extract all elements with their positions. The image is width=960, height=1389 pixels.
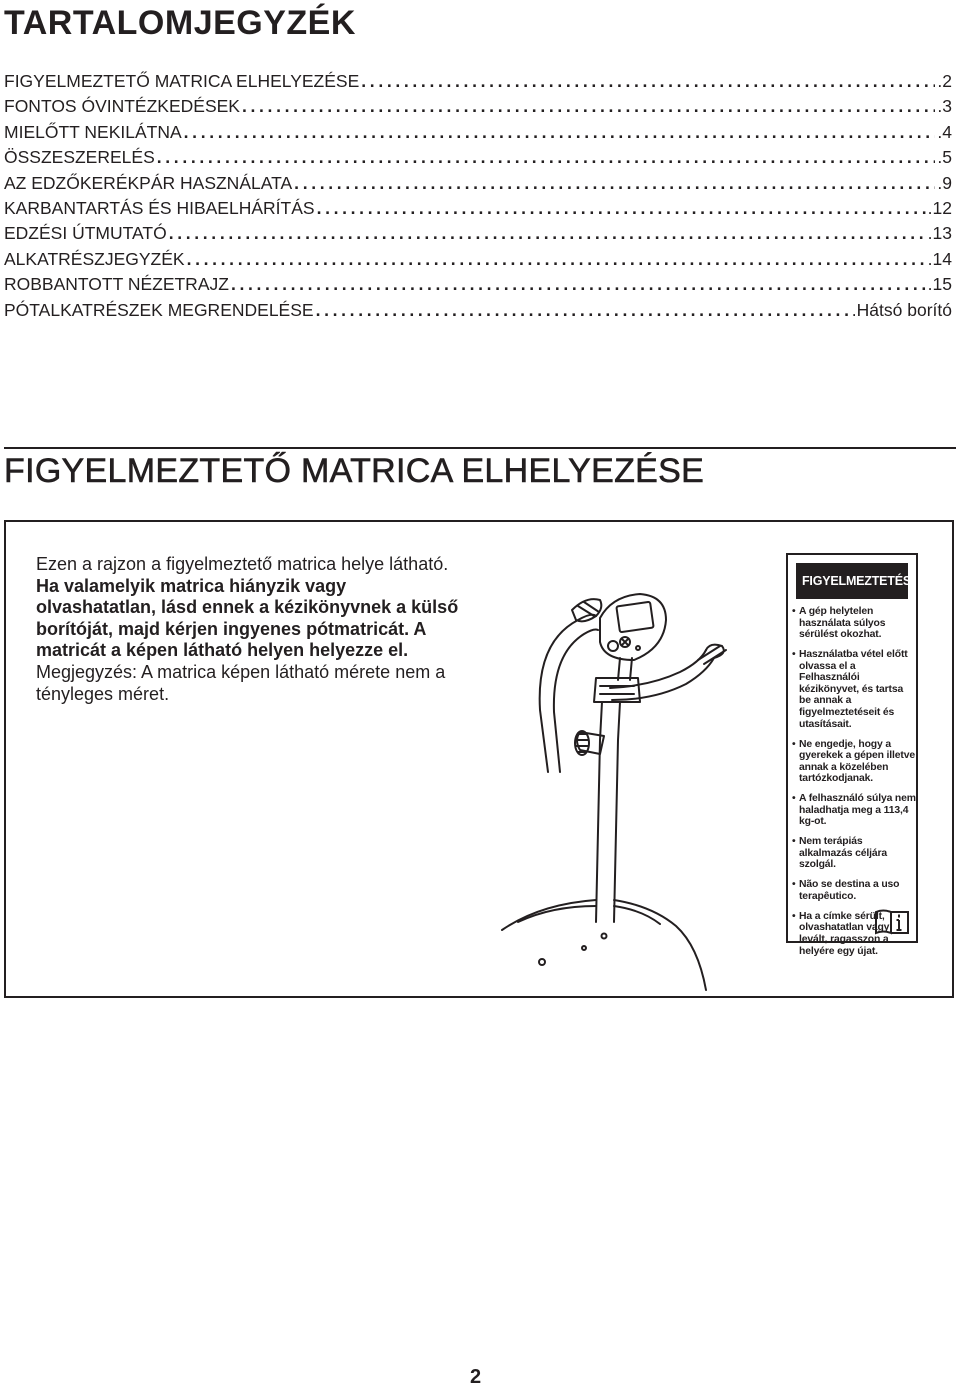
toc-leader [187,247,926,272]
toc-entry-page: .9 [937,172,952,193]
toc-entry-label: AZ EDZŐKERÉKPÁR HASZNÁLATA [4,172,293,193]
warning-label-header [796,563,912,599]
toc-title: TARTALOMJEGYZÉK [4,4,356,42]
toc-entry[interactable] [4,120,952,145]
toc-entry-label: KARBANTARTÁS ÉS HIBAELHÁRÍTÁS [4,197,315,218]
toc-leader [294,171,935,196]
warning-label [786,553,918,957]
toc-leader [242,94,935,119]
toc-entry-label: MIELŐTT NEKILÁTNA [4,121,182,142]
description-instruction: Ha valamelyik matrica hiányzik vagy olvashatatlan, lásd ennek a kézikönyvnek a külső borítóját, majd kérjen ingyenes pótmatricát. A matricát a képen látható helyen helyezze el. [36,575,459,661]
toc-leader [317,196,926,221]
toc-leader [169,221,926,246]
description-note: Megjegyzés: A matrica képen látható mérete nem a tényleges méret. [36,661,446,704]
section-description [36,554,466,705]
toc-list [4,69,952,323]
toc-leader [157,145,936,170]
toc-entry-page: .3 [937,96,952,117]
toc-entry[interactable] [4,69,952,94]
toc-entry-label: FIGYELMEZTETŐ MATRICA ELHELYEZÉSE [4,71,360,91]
toc-leader [361,69,935,94]
toc-entry-page: .14 [927,248,952,269]
toc-entry[interactable] [4,196,952,221]
warning-item: • A felhasználó súlya nem haladhatja meg a 113,4 kg-ot. [792,793,916,828]
toc-entry-page: .12 [927,197,952,218]
toc-leader [316,298,850,323]
toc-entry-page: .Hátsó borító [851,299,952,320]
toc-leader [184,120,936,145]
toc-entry-label: PÓTALKATRÉSZEK MEGRENDELÉSE [4,299,314,320]
section-title: FIGYELMEZTETŐ MATRICA ELHELYEZÉSE [4,452,705,490]
toc-entry-label: EDZÉSI ÚTMUTATÓ [4,223,167,244]
toc-entry-label: ROBBANTOTT NÉZETRAJZ [4,274,229,295]
toc-leader [231,272,926,297]
toc-entry-page: .15 [927,274,952,295]
warning-item: • Ne engedje, hogy a gyerekek a gépen illetve annak a közelében tartózkodjanak. [792,739,916,785]
toc-entry-page: .13 [927,223,952,244]
toc-entry-page: .2 [937,71,952,91]
toc-entry[interactable] [4,94,952,119]
warning-item: • Használatba vétel előtt olvassa el a Felhasználói kézikönyvet, és tartsa be annak a figyelmeztetéseit és utasításait. [792,649,916,730]
warning-label-heading: FIGYELMEZTETÉS [802,574,912,588]
description-intro: Ezen a rajzon a figyelmeztető matrica helye látható. [36,554,449,574]
toc-entry-label: ÖSSZESZERELÉS [4,147,155,168]
toc-entry[interactable] [4,145,952,170]
page-number: 2 [470,1366,482,1388]
exercise-bike-drawing [500,550,760,995]
manual-info-icon [874,907,910,935]
toc-entry[interactable] [4,272,952,297]
section-divider [4,447,956,449]
toc-entry[interactable] [4,298,952,323]
warning-item: • Ha a címke sérült, olvashatatlan vagy levált, ragasszon a helyére egy újat. [792,911,916,957]
toc-entry[interactable] [4,247,952,272]
warning-item: • Nem terápiás alkalmazás céljára szolgál. [792,836,916,871]
toc-entry-label: ALKATRÉSZJEGYZÉK [4,248,185,269]
toc-entry-page: .4 [937,121,952,142]
toc-entry[interactable] [4,221,952,246]
toc-entry-label: FONTOS ÓVINTÉZKEDÉSEK [4,96,240,117]
toc-entry[interactable] [4,171,952,196]
warning-item: • Não se destina a uso terapêutico. [792,879,916,902]
warning-item: • A gép helytelen használata súlyos sérülést okozhat. [792,606,916,641]
toc-entry-page: .5 [937,147,952,168]
